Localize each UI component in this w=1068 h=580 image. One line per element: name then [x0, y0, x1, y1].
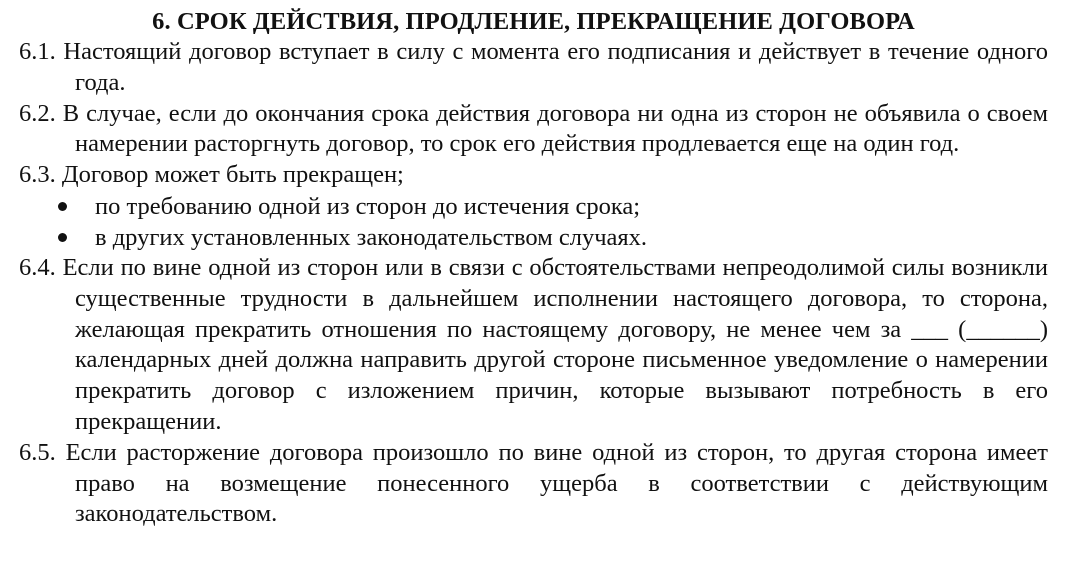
clause-text: Если по вине одной из сторон или в связи с обстоятельствами непреодолимой силы возникли существенные трудности в дальнейшем исполнении настоящего договора, то сторона, желающая прекратить отношения по настоящему договору, не менее чем за ___ (______) календарных дней должна направить другой стороне письменное уведомление о намерении прекратить договор с изложением причин, которые вызывают потребность в его прекращении. — [62, 253, 1049, 435]
list-item-text: в других установленных законодательством случаях. — [95, 223, 648, 251]
clause-text: Настоящий договор вступает в силу с момента его подписания и действует в течение одного года. — [63, 38, 1048, 96]
list-item — [19, 222, 1048, 253]
clause-6-2 — [19, 99, 1048, 161]
clause-number: 6.1. — [19, 38, 56, 65]
clause-text: В случае, если до окончания срока действия договора ни одна из сторон не объявила о своем намерении расторгнуть договор, то срок его действия продлевается еще на один год. — [62, 99, 1048, 158]
bullet-icon — [58, 202, 67, 211]
list-item — [19, 191, 1048, 222]
clause-6-4 — [19, 253, 1048, 438]
termination-grounds-list — [19, 191, 1048, 253]
list-item-text: по требованию одной из сторон до истечения срока; — [95, 192, 641, 220]
clause-number: 6.2. — [19, 99, 56, 127]
clause-number: 6.3. — [19, 161, 56, 189]
clause-text: Если расторжение договора произошло по вине одной из сторон, то другая сторона имеет право на возмещение понесенного ущерба в соответствии с действующим законодательством. — [65, 438, 1048, 528]
clause-text: Договор может быть прекращен; — [61, 161, 404, 189]
bullet-icon — [58, 233, 67, 242]
section-title: 6. СРОК ДЕЙСТВИЯ, ПРОДЛЕНИЕ, ПРЕКРАЩЕНИЕ ДОГОВОРА — [152, 8, 915, 35]
clause-6-3 — [19, 160, 1048, 191]
clause-number: 6.4. — [19, 253, 56, 281]
clause-number: 6.5. — [19, 438, 56, 466]
clause-6-1 — [19, 37, 1048, 99]
clause-6-5 — [19, 438, 1048, 530]
